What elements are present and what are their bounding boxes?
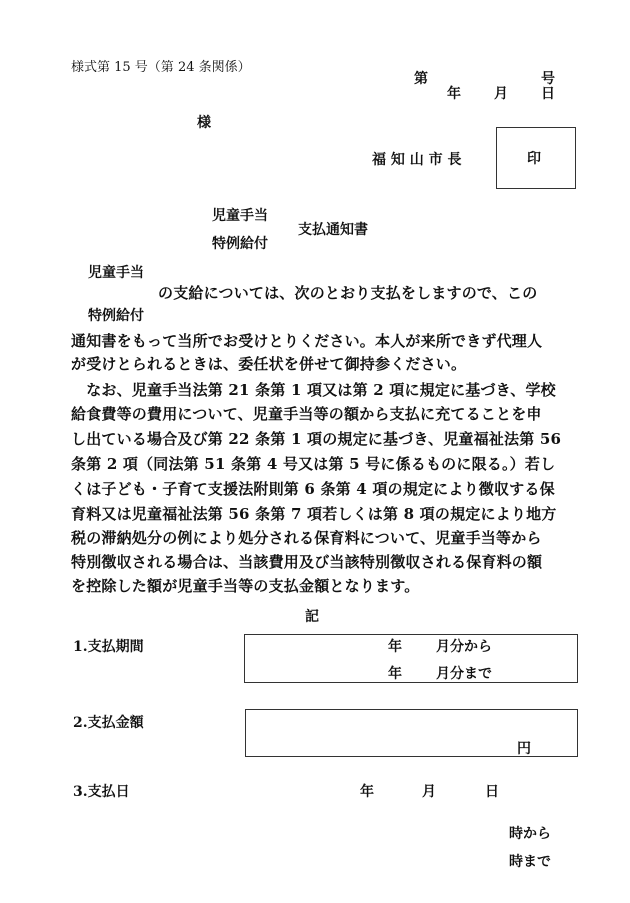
issuer-name: 福 知 山 市 長	[372, 152, 462, 168]
period-to-month: 月分まで	[436, 666, 492, 682]
body-line: なお、児童手当法第 21 条第 1 項又は第 2 項に規定に基づき、学校	[71, 381, 556, 399]
payment-time-from: 時から	[509, 826, 551, 842]
period-from-year: 年	[388, 639, 402, 655]
body-line: 条第 2 項（同法第 51 条第 4 号又は第 5 号に係るものに限る。）若し	[71, 455, 556, 473]
date-year-label: 年	[447, 86, 461, 102]
body-line: 給食費等の費用について、児童手当等の額から支払に充てることを申	[71, 405, 542, 423]
body-line: が受けとられるときは、委任状を併せて御持参ください。	[71, 355, 467, 373]
payment-period-box	[244, 634, 578, 683]
payment-date-year: 年	[360, 784, 374, 800]
date-day-label: 日	[541, 86, 555, 102]
payment-date-month: 月	[422, 784, 436, 800]
payment-time-to: 時まで	[509, 854, 551, 870]
notation-ki: 記	[305, 609, 319, 625]
body-line: し出ている場合及び第 22 条第 1 項の規定に基づき、児童福祉法第 56	[71, 430, 562, 448]
body-line: くは子ども・子育て支援法附則第 6 条第 4 項の規定により徴収する保	[71, 480, 555, 498]
body-line: 育料又は児童福祉法第 56 条第 7 項若しくは第 8 項の規定により地方	[71, 505, 557, 523]
payment-period-label: 1.支払期間	[73, 639, 144, 655]
body-line: 税の滞納処分の例により処分される保育料について、児童手当等から	[71, 529, 542, 547]
body-line: 通知書をもって当所でお受けとりください。本人が来所できず代理人	[71, 332, 543, 350]
intro-lead-text: の支給については、次のとおり支払をしますので、この	[158, 284, 538, 302]
intro-option-child-allowance: 児童手当	[88, 265, 144, 281]
document-number-prefix: 第	[414, 71, 428, 87]
title-option-special-benefit: 特例給付	[212, 236, 268, 252]
seal-label: 印	[527, 151, 541, 167]
period-to-year: 年	[388, 666, 402, 682]
document-number-suffix: 号	[541, 71, 555, 87]
date-month-label: 月	[494, 86, 508, 102]
amount-unit-yen: 円	[517, 741, 531, 757]
title-option-child-allowance: 児童手当	[212, 208, 268, 224]
document-title: 支払通知書	[298, 222, 368, 238]
form-number: 様式第 15 号（第 24 条関係）	[71, 60, 251, 75]
body-line: 特別徴収される場合は、当該費用及び当該特別徴収される保育料の額	[71, 553, 543, 571]
intro-option-special-benefit: 特例給付	[88, 308, 144, 324]
addressee-suffix: 様	[197, 115, 211, 131]
payment-date-day: 日	[485, 784, 499, 800]
payment-amount-label: 2.支払金額	[73, 715, 144, 731]
seal-box	[496, 127, 576, 189]
payment-date-label: 3.支払日	[73, 784, 130, 800]
body-line: を控除した額が児童手当等の支払金額となります。	[71, 577, 420, 595]
period-from-month: 月分から	[436, 639, 492, 655]
